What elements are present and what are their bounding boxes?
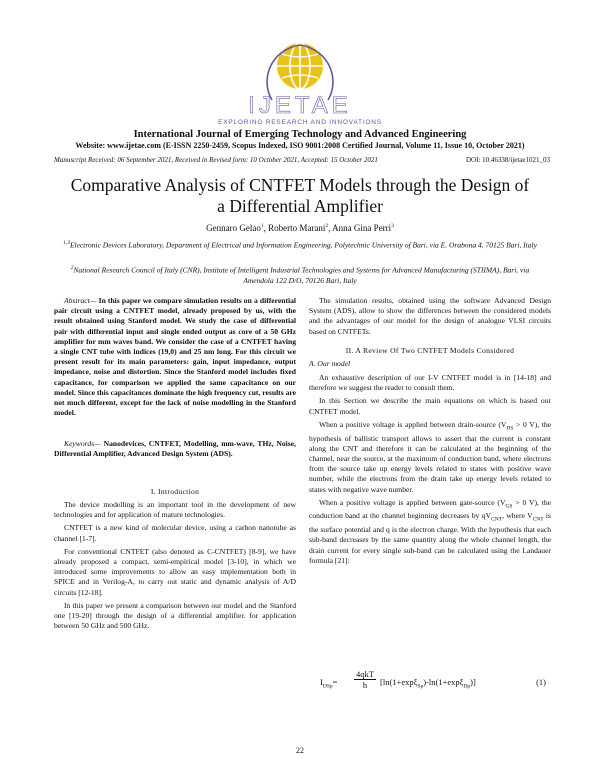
equation-1: [320, 667, 550, 701]
abstract-label: Abstract—: [64, 296, 97, 305]
paper-title: Comparative Analysis of CNTFET Models through the Design of a Differential Amplifier: [70, 175, 530, 216]
model-body: [309, 373, 551, 569]
paragraph: In this paper we present a comparison between our model and the Stanford one [19-20] through the design of a differential amplifier. for application between 50 GHz and 500 GHz.: [54, 600, 296, 631]
paragraph: For conventional CNTFET (also denoted as C-CNTFET) [8-9], we have already proposed a compact, semi-empirical model [3-10], in which we introduced some improvements to allow an easy implementation both in SPICE and in Verilog-A, to carry out static and dynamic analysis of A/D circuits [12-18].: [54, 546, 296, 597]
abstract: [54, 296, 296, 421]
logo-wordmark: [0, 92, 600, 120]
author-name: Gennaro Gelao: [206, 223, 261, 233]
keywords: [54, 439, 296, 462]
logo-name: IJETAE: [248, 92, 352, 119]
keywords-label: Keywords—: [64, 439, 101, 448]
equation-fraction: 4qkT h: [354, 669, 376, 691]
section-heading: II. A Review Of Two CNTFET Models Considered: [345, 346, 515, 355]
right-intro: [309, 296, 551, 340]
abstract-text: In this paper we compare simulation results on a differential pair circuit using a CNTFET model, already proposed by us, with the result obtained using Stanford model. We study the case of differential pair with differential input and single ended output as core of a 50 GHz amplifier for mm waves band. We consider the case of a CNTFET having a single CNT tube with indices (19,0) and 25 nm long. For this circuit we present result for its main parameters: gain, input impedance, output impedance, noise and distortion. Since the Stanford model includes fixed capacitance, for comparison we applied the same capacitance on our model. Since this capacitances dominate the high frequency cut, results are not much different, except for the lack of noise modelling in the Stanford model.: [54, 296, 296, 418]
keywords-text: Nanodevices, CNTFET, Modelling, mm-wave, THz, Noise, Differential Amplifier, Advanced Design System (ADS).: [54, 439, 296, 459]
manuscript-received: Manuscript Received: 06 September 2021, Received in Revised form: 10 October 2021, Accepted: 15 October 2021: [54, 156, 378, 164]
paragraph: The simulation results, obtained using the software Advanced Design System (ADS), allow to show the differences between the considered models and the advantages of our model for the design of analogue VLSI circuits based on CNTFETs.: [309, 296, 551, 336]
journal-name: International Journal of Emerging Technology and Advanced Engineering: [133, 129, 467, 140]
paragraph: The device modelling is an important tool in the development of new technologies and for application of mature technologies.: [54, 500, 296, 520]
author-list: Gennaro Gelao$^1$, Roberto Marani$^2$, Anna Gina Perri$^3$: [206, 223, 394, 233]
equation-body: [ln(1+expξ$_{Sp}$)-ln(1+expξ$_{Dp}$)]: [380, 677, 476, 690]
subsection-heading: A. Our model: [309, 359, 351, 368]
paragraph: In this Section we describe the main equations on which is based our CNTFET model.: [309, 396, 551, 416]
author-name: Anna Gina Perri: [332, 223, 392, 233]
equation-lhs: $I_{DSp}=$: [320, 677, 338, 690]
paragraph: CNTFET is a new kind of molecular device, using a carbon nanotube as channel [1-7].: [54, 523, 296, 543]
paragraph: When a positive voltage is applied between drain-source ($V_{DS} > 0$ V), the hypothesis of ballistic transport allows to assert that the current is constant along the CNT and therefore it can be calculated at the beginning of the channel, near the source, at the maximum of conduction band, where electrons from the source take up energy levels related to states with positive wave number, while the electrons from the drain take up energy levels related to states with negative wave number.: [309, 419, 552, 494]
author-name: Roberto Marani: [268, 223, 326, 233]
doi: DOI: 10.46338/ijetae1021_03: [466, 156, 550, 164]
affiliation: $^2$National Research Council of Italy (CNR), Institute of Intelligent Industrial Technologies and Systems for Advanced Manufacturing (STIIMA), Bari, via Amendola 122 D/O, 70126 Bari, Italy: [70, 265, 530, 285]
page-number: 22: [296, 746, 304, 755]
paragraph: When a positive voltage is applied between gate-source ($V_{GS} > 0$ V), the conduction band at the channel beginning decreases by $qV_{CNT}$, where $V_{CNT}$ is the surface potential and q is the electron charge. With the hypothesis that each sub-band decreases by the same quantity along the whole channel length, the drain current for every single sub-band can be calculated using the Landauer formula [21]:: [309, 497, 552, 565]
manuscript-dates: [54, 156, 550, 164]
logo-tagline: EXPLORING RESEARCH AND INNOVATIONS: [218, 119, 382, 126]
introduction-body: [54, 500, 296, 634]
section-heading: I. Introduction: [150, 487, 200, 496]
paragraph: An exhaustive description of our I-V CNTFET model is in [14-18] and therefore we suggest the reader to consult them.: [309, 373, 551, 393]
journal-website-info: Website: www.ijetae.com (E-ISSN 2250-2459, Scopus Indexed, ISO 9001:2008 Certified Journal, Volume 11, Issue 10, October 2021): [75, 141, 525, 150]
equation-number: (1): [536, 677, 546, 687]
affiliation: $^{1,3}$Electronic Devices Laboratory, Department of Electrical and Information Engineering, Polytechnic University of Bari, via E. Orabona 4, 70125 Bari, Italy: [63, 240, 537, 250]
